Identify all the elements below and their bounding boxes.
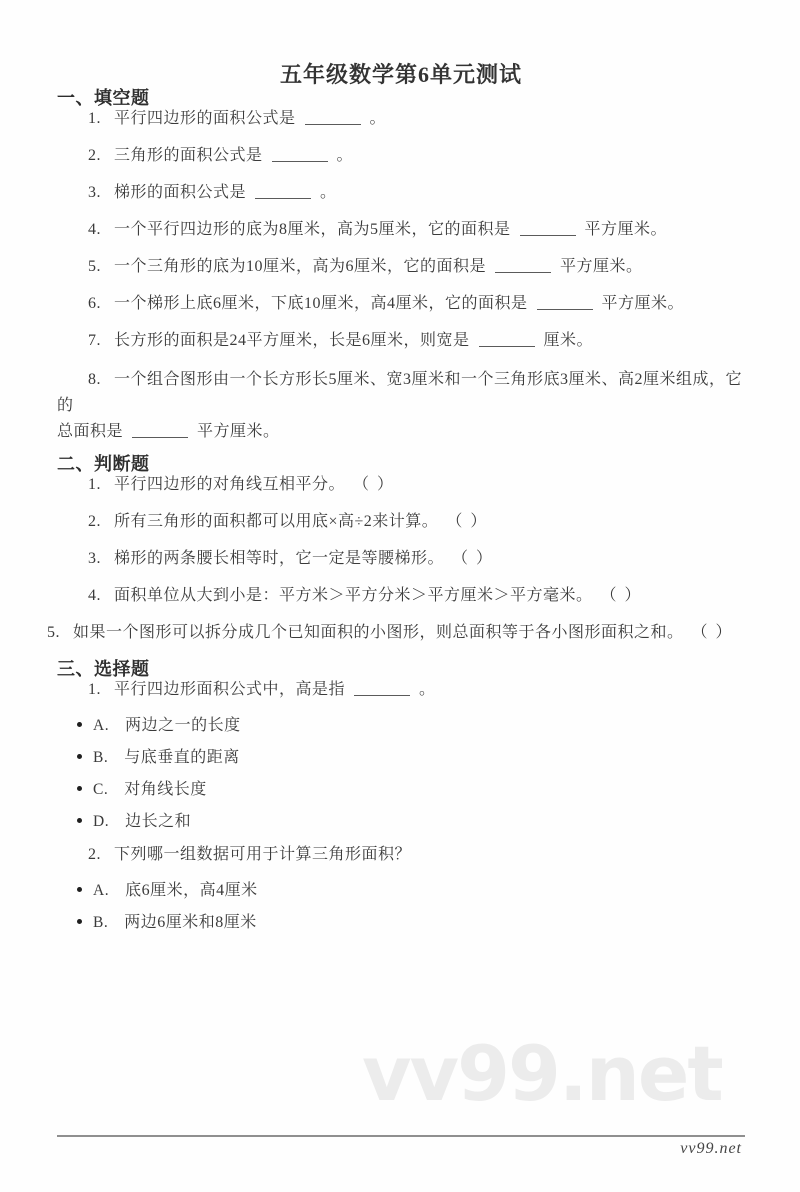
fill-question-7 <box>88 330 745 352</box>
option-text: 两边6厘米和8厘米 <box>124 914 257 931</box>
judge-question-3 <box>88 548 745 570</box>
question-text: 平行四边形的面积公式是 <box>114 110 296 127</box>
judge-question-5 <box>47 622 745 644</box>
answer-blank <box>354 695 410 697</box>
question-text: 一个三角形的底为10厘米，高为6厘米，它的面积是 <box>114 258 487 275</box>
choice-q1-option-c <box>77 780 745 800</box>
question-text: 梯形的面积公式是 <box>114 184 247 201</box>
question-text: 下列哪一组数据可用于计算三角形面积？ <box>114 846 412 863</box>
question-number: 6. <box>88 295 101 312</box>
option-letter: D. <box>93 813 110 830</box>
question-text: 平行四边形的对角线互相平分。 <box>114 476 346 493</box>
fill-question-4 <box>88 219 745 241</box>
answer-blank <box>537 309 593 311</box>
fill-question-6 <box>88 293 745 315</box>
option-text: 与底垂直的距离 <box>124 749 240 766</box>
judge-question-2 <box>88 511 745 533</box>
question-suffix: 平方厘米。 <box>601 295 685 312</box>
question-number: 2. <box>88 513 101 530</box>
bullet-icon <box>77 919 82 924</box>
question-suffix: 。 <box>320 184 337 201</box>
answer-parentheses: （ ） <box>608 587 643 604</box>
question-text: 一个组合图形由一个长方形长5厘米、宽3厘米和一个三角形底3厘米、高2厘米组成，它的 <box>57 371 743 414</box>
question-suffix: 厘米。 <box>543 332 594 349</box>
choice-q2-option-b <box>77 913 745 933</box>
question-text-continued: 总面积是 <box>57 423 124 440</box>
section-heading-judge: 二、判断题 <box>57 454 150 474</box>
answer-blank <box>495 272 551 274</box>
option-letter: A. <box>93 717 110 734</box>
option-text: 两边之一的长度 <box>125 717 241 734</box>
answer-parentheses: （ ） <box>460 550 495 567</box>
answer-blank <box>255 198 311 200</box>
test-paper-page <box>0 62 800 933</box>
fill-question-3 <box>88 182 745 204</box>
question-suffix: 。 <box>336 147 354 164</box>
answer-blank <box>132 437 188 439</box>
choice-q1-option-a <box>77 716 745 736</box>
question-number: 2. <box>88 846 101 863</box>
question-number: 1. <box>88 476 101 493</box>
bullet-icon <box>77 754 82 759</box>
question-number: 7. <box>88 332 101 349</box>
question-text: 梯形的两条腰长相等时，它一定是等腰梯形。 <box>114 550 445 567</box>
question-suffix: 平方厘米。 <box>197 423 280 440</box>
fill-question-5 <box>88 256 745 278</box>
fill-question-2 <box>88 145 745 167</box>
footer-divider <box>57 1135 745 1137</box>
question-suffix: 平方厘米。 <box>560 258 643 275</box>
bullet-icon <box>77 887 82 892</box>
answer-blank <box>305 124 361 126</box>
question-text: 三角形的面积公式是 <box>114 147 263 164</box>
question-text: 一个梯形上底6厘米，下底10厘米，高4厘米，它的面积是 <box>114 295 528 312</box>
question-number: 5. <box>88 258 101 275</box>
option-letter: A. <box>93 882 110 899</box>
question-number: 3. <box>88 184 101 201</box>
option-text: 对角线长度 <box>124 781 207 798</box>
footer-site-label: vv99.net <box>680 1140 742 1157</box>
bullet-icon <box>77 722 82 727</box>
fill-question-8 <box>57 367 745 445</box>
choice-q1-option-b <box>77 748 745 768</box>
section-heading-fill: 一、填空题 <box>57 88 150 108</box>
question-text: 所有三角形的面积都可以用底×高÷2来计算。 <box>114 513 439 530</box>
question-number: 4. <box>88 587 101 604</box>
bullet-icon <box>77 786 82 791</box>
question-number: 1. <box>88 110 101 127</box>
question-number: 4. <box>88 221 101 238</box>
question-text: 平行四边形面积公式中，高是指 <box>114 681 346 698</box>
choice-q2-option-a <box>77 881 745 901</box>
question-text: 一个平行四边形的底为8厘米，高为5厘米，它的面积是 <box>114 221 511 238</box>
option-letter: B. <box>93 914 109 931</box>
choice-question-2 <box>88 844 745 866</box>
bullet-icon <box>77 818 82 823</box>
question-number: 1. <box>88 681 101 698</box>
option-letter: B. <box>93 749 109 766</box>
answer-parentheses: （ ） <box>454 513 489 530</box>
answer-parentheses: （ ） <box>699 624 734 641</box>
answer-parentheses: （ ） <box>361 476 396 493</box>
question-number: 5. <box>47 624 60 641</box>
watermark: vv99.net <box>362 1029 722 1118</box>
option-text: 边长之和 <box>125 813 192 830</box>
option-letter: C. <box>93 781 109 798</box>
question-suffix: 。 <box>369 110 387 127</box>
judge-question-1 <box>88 474 745 496</box>
question-text: 如果一个图形可以拆分成几个已知面积的小图形，则总面积等于各小图形面积之和。 <box>73 624 684 641</box>
question-number: 8. <box>88 371 101 388</box>
choice-question-1 <box>88 679 745 701</box>
page-title: 五年级数学第6单元测试 <box>279 62 522 87</box>
question-suffix: 。 <box>419 681 436 698</box>
question-text: 面积单位从大到小是：平方米＞平方分米＞平方厘米＞平方毫米。 <box>114 587 593 604</box>
answer-blank <box>272 161 328 163</box>
judge-question-4 <box>88 585 745 607</box>
option-text: 底6厘米，高4厘米 <box>125 882 258 899</box>
question-text: 长方形的面积是24平方厘米，长是6厘米，则宽是 <box>114 332 470 349</box>
answer-blank <box>479 346 535 348</box>
fill-question-1 <box>88 108 745 130</box>
choice-q1-option-d <box>77 812 745 832</box>
answer-blank <box>520 235 576 237</box>
question-number: 3. <box>88 550 101 567</box>
question-suffix: 平方厘米。 <box>584 221 668 238</box>
section-heading-choice: 三、选择题 <box>57 659 150 679</box>
question-number: 2. <box>88 147 101 164</box>
